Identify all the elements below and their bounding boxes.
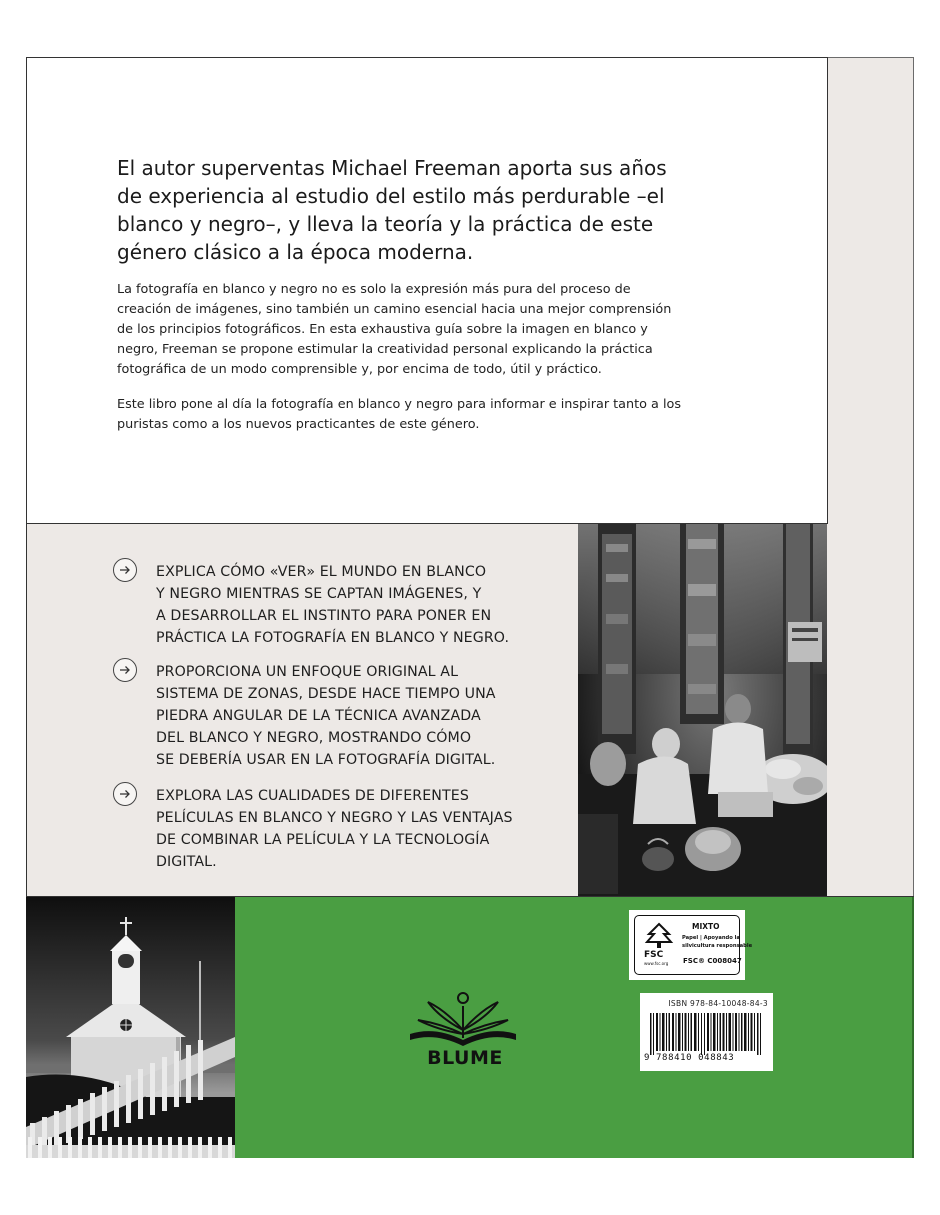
barcode-bars <box>650 1013 765 1055</box>
fsc-mixto: MIXTO <box>692 922 720 931</box>
fsc-brand: FSC <box>644 950 664 960</box>
arrow-right-circle-icon <box>113 782 137 806</box>
fsc-web: www.fsc.org <box>644 961 669 966</box>
fsc-code: FSC® C008047 <box>683 957 742 965</box>
isbn-text: ISBN 978-84-10048-84-3 <box>668 999 768 1008</box>
feature-text: PROPORCIONA UN ENFOQUE ORIGINAL AL SISTEMA DE ZONAS, DESDE HACE TIEMPO UNA PIEDRA ANGULAR DE LA TÉCNICA AVANZADA DEL BLANCO Y NEGRO, MOSTRANDO CÓMO SE DEBERÍA USAR EN LA FOTOGRAFÍA DIGITAL. <box>156 664 496 768</box>
lead-paragraph: El autor superventas Michael Freeman aporta sus años de experiencia al estudio del estilo más perdurable –el blanco y negro–, y lleva la teoría y la práctica de este género clásico a la época moderna. <box>117 156 667 264</box>
publisher-panel <box>235 897 914 1158</box>
fsc-line-2: silvicultura responsable <box>682 943 753 949</box>
body-paragraph-1: La fotografía en blanco y negro no es solo la expresión más pura del proceso de creación de imágenes, sino también un camino esencial hacia una mejor comprensión de los principios fotográficos. En esta exhaustiva guía sobre la imagen en blanco y negro, Freeman se propone estimular la creatividad personal explicando la práctica fotográfica de un modo comprensible y, por encima de todo, útil y práctico. <box>117 282 672 377</box>
publisher-logo <box>400 990 530 1080</box>
body-paragraph-2: Este libro pone al día la fotografía en blanco y negro para informar e inspirar tanto a los puristas como a los nuevos practicantes de este género. <box>117 397 681 432</box>
features-panel <box>26 523 579 897</box>
barcode-digits: 9 788410 048843 <box>644 1053 735 1063</box>
fsc-label <box>629 910 753 980</box>
arrow-right-circle-icon <box>113 558 137 582</box>
open-book-plant-icon <box>400 990 530 1050</box>
publisher-name: BLUME <box>427 1047 503 1069</box>
fsc-tree-icon <box>642 922 676 950</box>
isbn-barcode <box>640 993 773 1071</box>
feature-text: EXPLORA LAS CUALIDADES DE DIFERENTES PELÍCULAS EN BLANCO Y NEGRO Y LAS VENTAJAS DE COMBINAR LA PELÍCULA Y LA TECNOLOGÍA DIGITAL. <box>156 788 513 870</box>
back-cover-text-panel <box>26 57 828 524</box>
fsc-line-1: Papel | Apoyando la <box>682 935 740 941</box>
arrow-right-circle-icon <box>113 658 137 682</box>
feature-text: EXPLICA CÓMO «VER» EL MUNDO EN BLANCO Y NEGRO MIENTRAS SE CAPTAN IMÁGENES, Y A DESARROLLAR EL INSTINTO PARA PONER EN PRÁCTICA LA FOTOGRAFÍA EN BLANCO Y NEGRO. <box>156 564 510 646</box>
market-photo <box>578 523 827 897</box>
spine-edge <box>827 57 914 898</box>
church-photo <box>26 897 235 1158</box>
